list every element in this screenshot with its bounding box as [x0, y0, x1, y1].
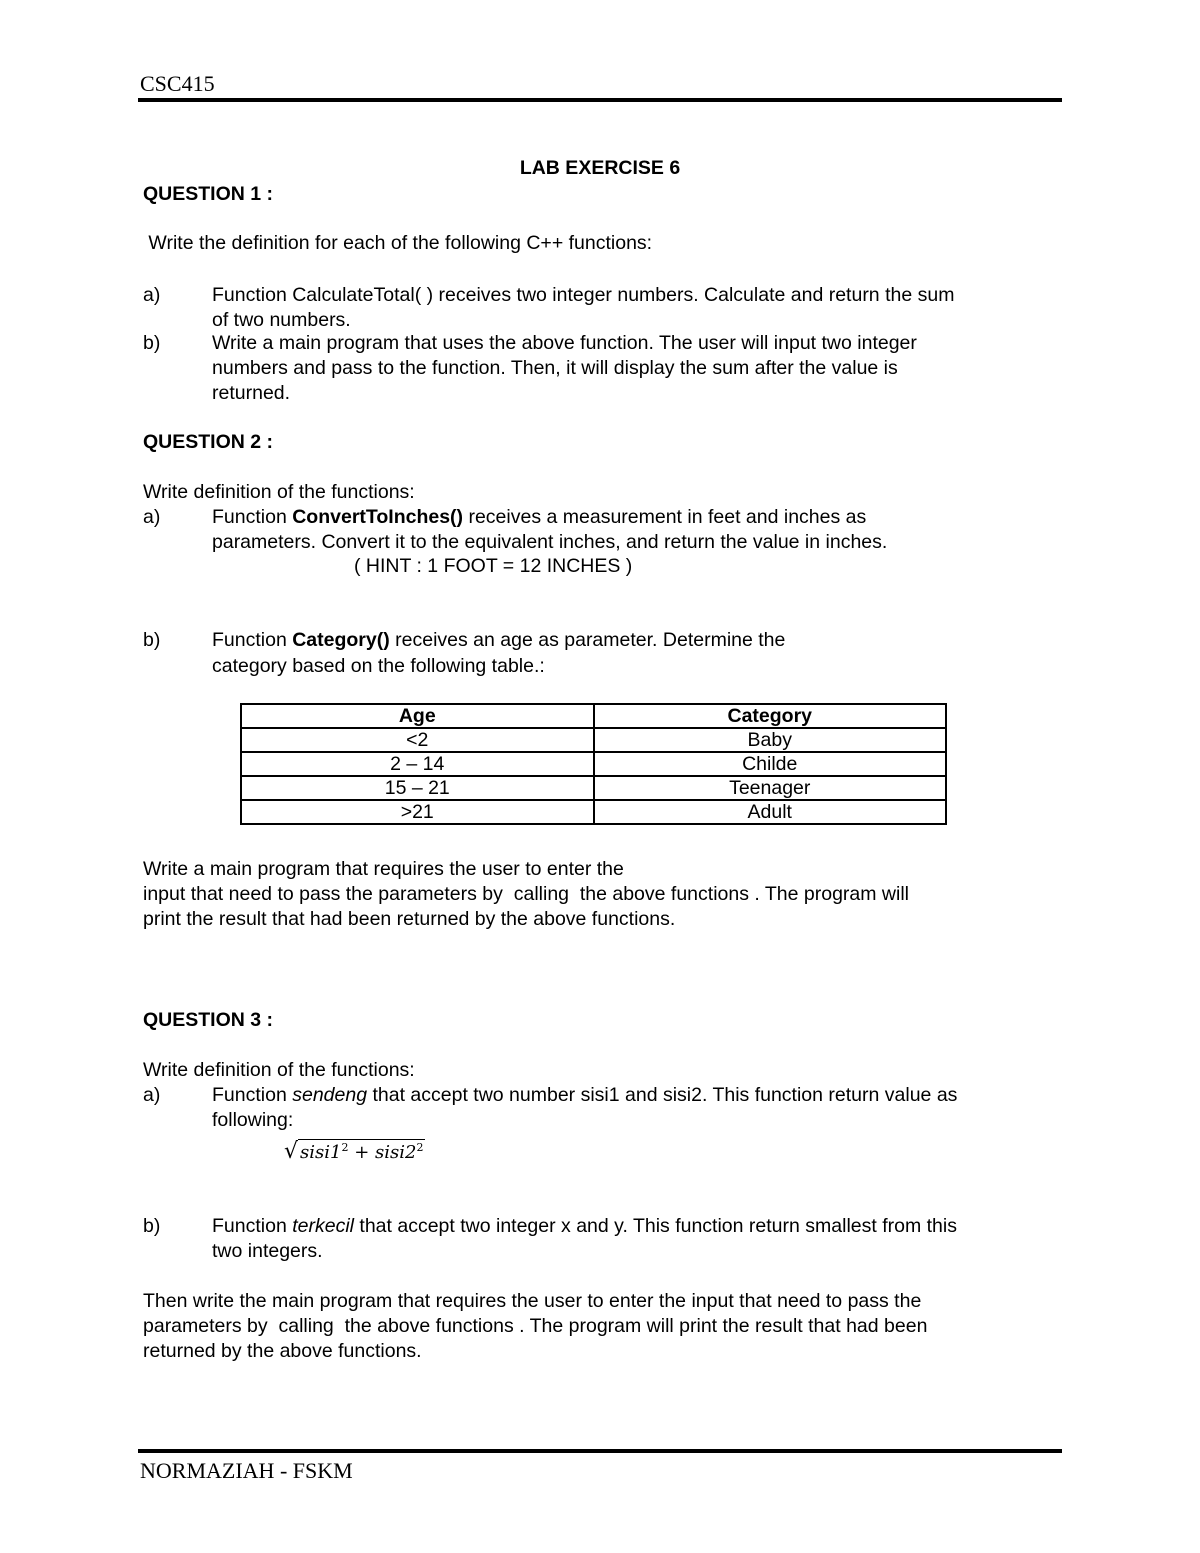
q3-heading: QUESTION 3 : — [143, 1009, 274, 1031]
table-header-category: Category — [594, 704, 947, 728]
q2-intro: Write definition of the functions: — [143, 481, 415, 503]
table-cell-age: 15 – 21 — [241, 776, 594, 800]
q2-b-func: Category() — [292, 629, 390, 651]
q3-b-post: that accept two integer x and y. This function return smallest from this — [354, 1215, 957, 1237]
table-row — [241, 776, 946, 800]
q3-a-post: that accept two number sisi1 and sisi2. This function return value as — [367, 1084, 958, 1106]
table-cell-category: Adult — [594, 800, 947, 824]
q1-intro: Write the definition for each of the following C++ functions: — [143, 232, 653, 254]
q2-b-post: receives an age as parameter. Determine the — [389, 629, 786, 651]
radical-sign: √ — [284, 1139, 299, 1164]
q1-b-line1: Write a main program that uses the above function. The user will input two integer — [212, 332, 917, 354]
table-cell-category: Baby — [594, 728, 947, 752]
footer-rule — [138, 1449, 1062, 1453]
table-row — [241, 800, 946, 824]
q2-a-label: a) — [143, 506, 161, 528]
q3-b-func: terkecil — [292, 1215, 354, 1237]
table-header-age: Age — [241, 704, 594, 728]
q3-a-line2: following: — [212, 1109, 294, 1131]
q2-b-line1 — [212, 628, 785, 653]
age-category-table — [240, 703, 947, 825]
q2-b-line2: category based on the following table.: — [212, 655, 545, 677]
q1-b-line2: numbers and pass to the function. Then, it will display the sum after the value is — [212, 357, 898, 379]
q3-b-label: b) — [143, 1215, 161, 1237]
q2-heading: QUESTION 2 : — [143, 431, 274, 453]
radicand — [298, 1139, 425, 1163]
q2-hint: ( HINT : 1 FOOT = 12 INCHES ) — [354, 555, 633, 577]
q3-intro: Write definition of the functions: — [143, 1059, 415, 1081]
table-cell-age: <2 — [241, 728, 594, 752]
table-cell-category: Teenager — [594, 776, 947, 800]
q3-a-pre: Function — [212, 1084, 293, 1106]
q3-b-pre: Function — [212, 1215, 293, 1237]
q3-main-line3: returned by the above functions. — [143, 1340, 422, 1362]
q3-main-line2: parameters by calling the above functions . The program will print the result that had been — [143, 1315, 928, 1337]
q2-b-pre: Function — [212, 629, 293, 651]
q3-a-func: sendeng — [292, 1084, 368, 1106]
hypotenuse-formula — [284, 1139, 425, 1164]
table-cell-age: >21 — [241, 800, 594, 824]
formula-term1: sisi1 — [300, 1142, 342, 1163]
q3-b-line1 — [212, 1214, 957, 1239]
q3-a-line1 — [212, 1083, 957, 1108]
footer-author: NORMAZIAH - FSKM — [140, 1458, 353, 1483]
header-rule — [138, 98, 1062, 102]
q2-a-line2: parameters. Convert it to the equivalent inches, and return the value in inches. — [212, 531, 888, 553]
formula-plus: + — [348, 1142, 376, 1163]
q2-main-line3: print the result that had been returned by the above functions. — [143, 908, 676, 930]
table-cell-age: 2 – 14 — [241, 752, 594, 776]
q2-a-func: ConvertToInches() — [292, 506, 464, 528]
table-header-row — [241, 704, 946, 728]
course-code: CSC415 — [140, 71, 215, 96]
q2-a-pre: Function — [212, 506, 293, 528]
q2-a-post: receives a measurement in feet and inches as — [463, 506, 867, 528]
q1-a-line1: Function CalculateTotal( ) receives two integer numbers. Calculate and return the sum — [212, 284, 955, 306]
q1-a-label: a) — [143, 284, 161, 306]
formula-exp2: 2 — [416, 1141, 424, 1154]
q1-b-label: b) — [143, 332, 161, 354]
q3-a-label: a) — [143, 1084, 161, 1106]
table-row — [241, 728, 946, 752]
q2-a-line1 — [212, 505, 866, 530]
formula-exp1: 2 — [341, 1141, 349, 1154]
formula-term2: sisi2 — [375, 1142, 417, 1163]
q2-b-label: b) — [143, 629, 161, 651]
table-row — [241, 752, 946, 776]
page-title: LAB EXERCISE 6 — [519, 157, 681, 179]
q3-b-line2: two integers. — [212, 1240, 323, 1262]
q2-main-line1: Write a main program that requires the user to enter the — [143, 858, 624, 880]
q1-a-line2: of two numbers. — [212, 309, 351, 331]
table-cell-category: Childe — [594, 752, 947, 776]
q3-main-line1: Then write the main program that requires the user to enter the input that need to pass the — [143, 1290, 922, 1312]
q1-b-line3: returned. — [212, 382, 291, 404]
q2-main-line2: input that need to pass the parameters by calling the above functions . The program will — [143, 883, 909, 905]
q1-heading: QUESTION 1 : — [143, 183, 274, 205]
